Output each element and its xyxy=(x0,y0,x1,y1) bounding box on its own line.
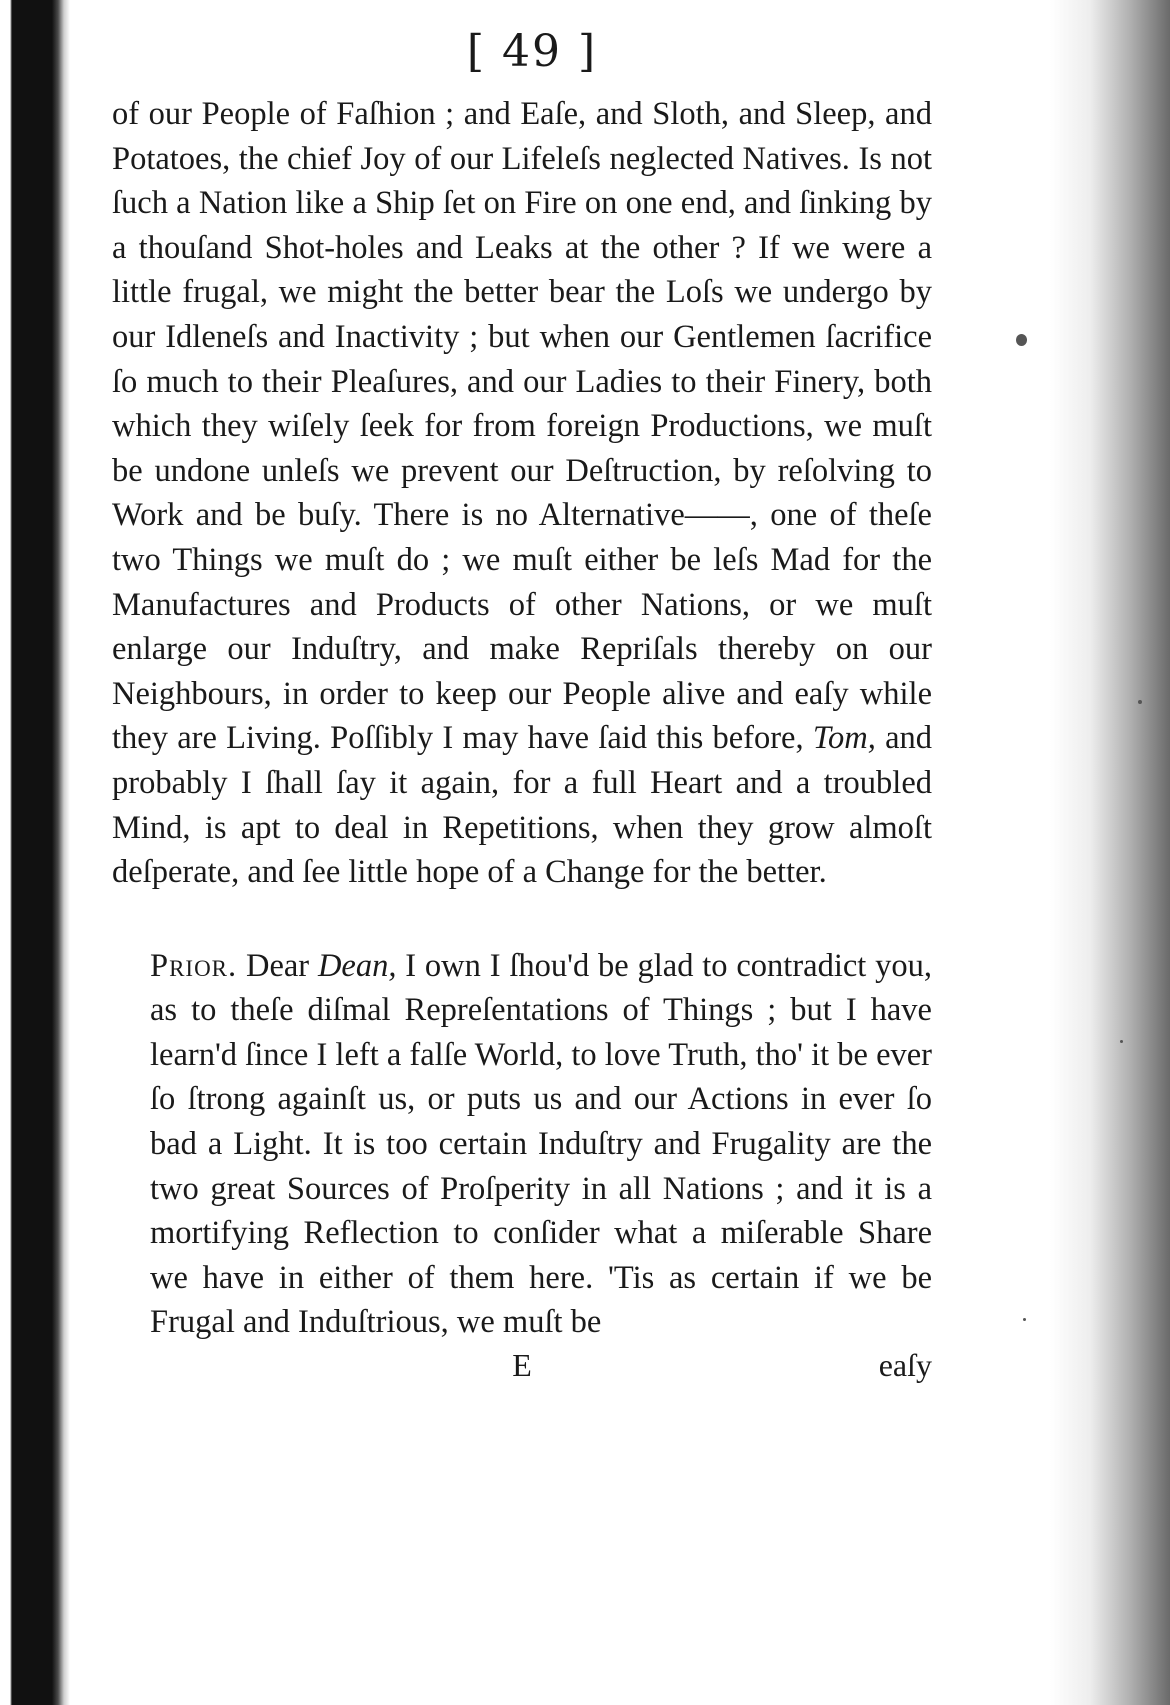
paragraph-prior-text-1: Dear xyxy=(245,947,310,984)
name-dean: Dean, xyxy=(317,947,397,984)
paragraph-dean xyxy=(112,92,932,895)
paragraph-dean-text-1: of our People of Faſhion ; and Eaſe, and Sloth, and Sleep, and Potatoes, the chief Joy of our Lifeleſs neglected Natives. Is not ſuch a Nation like a Ship ſet on Fire on one end, and ſinking by a thouſand Shot-holes and Leaks at the other ? If we were a little frugal, we might the better bear the Loſs we undergo by our Idleneſs and Inactivity ; but when our Gentlemen ſacrifice ſo much to their Pleaſures, and our Ladies to their Finery, both which they wiſely ſeek for from foreign Productions, we muſt be undone unleſs we prevent our Deſtruction, by reſolving to Work and be buſy. There is no Alternative——, one of theſe two Things we muſt do ; we muſt either be leſs Mad for the Manufactures and Products of other Nations, or we muſt enlarge our Induſtry, and make Repriſals thereby on our Neighbours, in order to keep our People alive and eaſy while they are Living. Poſſibly I may have ſaid this before, xyxy=(112,96,932,757)
page-edge-shadow xyxy=(1050,0,1170,1705)
binding-shadow xyxy=(0,0,70,1705)
catchword: eaſy xyxy=(878,1347,932,1384)
speaker-prior: Prior. xyxy=(150,947,238,984)
speck xyxy=(1138,700,1142,704)
book-page xyxy=(112,22,932,1393)
speck xyxy=(1016,334,1027,346)
name-tom: Tom, xyxy=(812,720,876,757)
speck xyxy=(1120,1040,1123,1043)
page-footer xyxy=(112,1347,932,1393)
signature-mark: E xyxy=(512,1347,532,1384)
paragraph-prior-text-2: I own I ſhou'd be glad to contradict you, as to theſe diſmal Repreſentations of Things ; but I have learn'd ſince I left a falſe World, to love Truth, tho' it be ever ſo ſtrong againſt us, or puts us and our Actions in ever ſo bad a Light. It is too certain Induſtry and Frugality are the two great Sources of Proſperity in all Nations ; and it is a mortifying Reflection to conſider what a miſerable Share we have in either of them here. 'Tis as certain if we be Frugal and Induſtrious, we muſt be xyxy=(150,947,932,1341)
paragraph-dean-text-2: and probably I ſhall ſay it again, for a full Heart and a troubled Mind, is apt to deal in Repetitions, when they grow almoſt deſperate, and ſee little hope of a Change for the better. xyxy=(112,720,933,891)
paragraph-prior xyxy=(112,944,932,1345)
paragraph-gap xyxy=(112,895,932,944)
speck xyxy=(1023,1318,1026,1321)
page-number: [ 49 ] xyxy=(466,26,598,77)
